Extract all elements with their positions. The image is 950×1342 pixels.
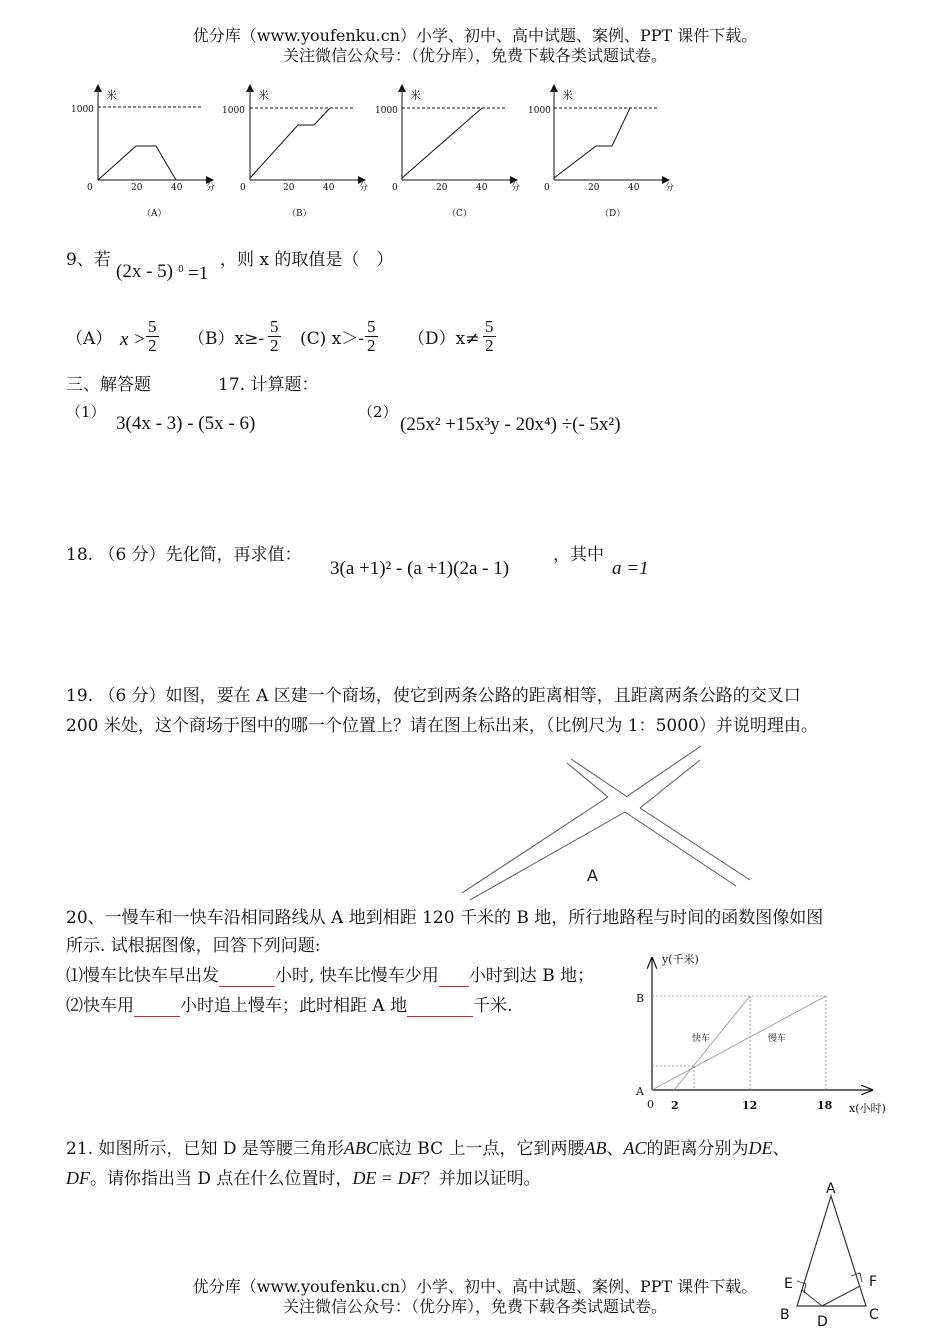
q18-prefix: 18. （6 分）先化简，再求值： bbox=[66, 545, 302, 565]
q9-expr: (2x - 5) bbox=[116, 261, 173, 282]
header-line-1: 优分库（www.youfenku.cn）小学、初中、高中试题、案例、PPT 课件下载。 bbox=[192, 26, 758, 45]
graph-b-tick-0: 0 bbox=[240, 183, 246, 193]
graph-c-tick-20: 20 bbox=[436, 183, 448, 193]
graph-d-y-unit: 米 bbox=[562, 89, 573, 102]
q8-graphs bbox=[0, 0, 950, 230]
q20-distance-time-graph bbox=[630, 945, 890, 1115]
q21-df: DF bbox=[66, 1168, 90, 1188]
q20-part2-a: ⑵快车用 bbox=[66, 996, 134, 1016]
graph-d-tick-20: 20 bbox=[588, 183, 600, 193]
q19-line-1: 19. （6 分）如图，要在 A 区建一个商场，使它到两条公路的距离相等，且距离两条公路的交叉口 bbox=[66, 686, 801, 706]
q20-part-2 bbox=[66, 996, 513, 1017]
q21-line2-a: 。请你指出当 D 点在什么位置时， bbox=[90, 1169, 353, 1189]
q17-part2-expr: (25x² +15x³y - 20x⁴) ÷(- 5x²) bbox=[400, 414, 621, 435]
graph-a-tick-40: 40 bbox=[171, 183, 183, 193]
q20-x-tick-0: 0 bbox=[647, 1098, 654, 1111]
q20-part2-b: 小时追上慢车；此时相距 A 地 bbox=[180, 996, 408, 1016]
graph-c-tick-0: 0 bbox=[392, 183, 398, 193]
graph-d-y-mark: 1000 bbox=[528, 106, 551, 116]
q18-mid: ，其中 bbox=[553, 545, 604, 565]
q20-blank-2[interactable] bbox=[439, 966, 469, 987]
q20-blank-1[interactable] bbox=[219, 966, 275, 987]
q21-label-e: E bbox=[784, 1276, 793, 1292]
q21-line2-b: ？并加以证明。 bbox=[421, 1169, 541, 1189]
q9-option-b-label: （B）x≥- bbox=[188, 329, 265, 349]
q20-x-tick-12: 12 bbox=[742, 1099, 758, 1112]
q20-part1-a: ⑴慢车比快车早出发 bbox=[66, 966, 219, 986]
graph-a-label: （A） bbox=[142, 209, 167, 219]
q21-line1-b: 底边 BC 上一点，它到两腰 bbox=[377, 1139, 585, 1159]
q20-line-1: 20、一慢车和一快车沿相同路线从 A 地到相距 120 千米的 B 地，所行地路程与时间的函数图像如图 bbox=[66, 908, 824, 928]
q21-side-ac: AC bbox=[623, 1138, 647, 1158]
section-3-title: 三、解答题 bbox=[66, 375, 151, 395]
q20-slow-car-label: 慢车 bbox=[768, 1034, 787, 1044]
q9-option-d-frac: $\frac{5}{2}$ bbox=[485, 317, 494, 355]
q20-part2-c: 千米. bbox=[473, 996, 513, 1016]
q20-y-tick-a: A bbox=[636, 1085, 644, 1098]
q9-option-c-label: (C) x＞- bbox=[300, 329, 365, 349]
graph-b-tick-40: 40 bbox=[323, 183, 335, 193]
graph-b-label: （B） bbox=[287, 209, 312, 219]
q20-blank-3[interactable] bbox=[134, 996, 180, 1017]
q20-fast-car-label: 快车 bbox=[692, 1034, 711, 1044]
graph-d-tick-40: 40 bbox=[628, 183, 640, 193]
q18-expr: 3(a +1)² - (a +1)(2a - 1) bbox=[330, 558, 510, 579]
footer-line-2: 关注微信公众号：（优分库），免费下载各类试题试卷。 bbox=[282, 1297, 667, 1316]
q20-part1-b: 小时, 快车比慢车少用 bbox=[275, 966, 439, 986]
graph-c-y-mark: 1000 bbox=[375, 106, 398, 116]
q21-label-b: B bbox=[780, 1307, 790, 1323]
q20-line-2: 所示. 试根据图像，回答下列问题: bbox=[66, 936, 321, 956]
q21-line1-a: 21. 如图所示，已知 D 是等腰三角形 bbox=[66, 1139, 344, 1159]
q21-de: DE bbox=[748, 1138, 773, 1158]
graph-c-label: （C） bbox=[447, 209, 472, 219]
q20-part1-c: 小时到达 B 地； bbox=[468, 966, 595, 986]
q21-line-1 bbox=[66, 1138, 790, 1159]
graph-c-x-unit: 分 bbox=[511, 183, 521, 193]
q9-exponent: 0 bbox=[178, 265, 184, 275]
q21-line1-c: 的距离分别为 bbox=[646, 1139, 749, 1159]
q9-option-a-label: （A） bbox=[66, 329, 113, 349]
graph-b-x-unit: 分 bbox=[359, 183, 369, 193]
q20-part-1 bbox=[66, 966, 594, 987]
graph-d-x-unit: 分 bbox=[665, 183, 675, 193]
q17-part1-expr: 3(4x - 3) - (5x - 6) bbox=[116, 413, 256, 434]
q20-x-tick-2: 2 bbox=[671, 1099, 679, 1112]
q17-part2-label: （2） bbox=[358, 403, 398, 421]
q9-option-a-frac: $\frac{5}{2}$ bbox=[148, 317, 157, 355]
graph-b-tick-20: 20 bbox=[283, 183, 295, 193]
graph-c-tick-40: 40 bbox=[476, 183, 488, 193]
q20-x-axis-label: x(小时) bbox=[849, 1102, 886, 1115]
graph-a-y-mark: 1000 bbox=[71, 105, 94, 115]
q21-side-ab: AB bbox=[584, 1138, 607, 1158]
q21-line-2 bbox=[66, 1168, 541, 1189]
q19-line-2: 200 米处，这个商场于图中的哪一个位置上？请在图上标出来，（比例尺为 1：5000）并说明理由。 bbox=[66, 716, 818, 736]
q9-option-d-label: （D）x≠ bbox=[408, 329, 480, 349]
graph-b-y-unit: 米 bbox=[258, 89, 269, 102]
graph-c-y-unit: 米 bbox=[410, 89, 421, 102]
q21-label-a: A bbox=[826, 1181, 836, 1197]
graph-b-y-mark: 1000 bbox=[222, 106, 245, 116]
q9-eq: =1 bbox=[188, 263, 209, 284]
q20-blank-4[interactable] bbox=[407, 996, 473, 1017]
q9-prefix: 9、若 bbox=[66, 250, 111, 270]
q21-equation: DE = DF bbox=[352, 1168, 422, 1188]
q17-part1-label: （1） bbox=[66, 403, 106, 421]
q21-line1-d: 、 bbox=[772, 1139, 790, 1159]
q9-option-a-expr: x > bbox=[120, 329, 147, 350]
graph-a-tick-20: 20 bbox=[131, 183, 143, 193]
q21-label-f: F bbox=[869, 1274, 878, 1290]
q20-x-tick-18: 18 bbox=[817, 1099, 833, 1112]
q21-label-c: C bbox=[869, 1307, 879, 1323]
graph-a-x-unit: 分 bbox=[206, 183, 216, 193]
graph-a-tick-0: 0 bbox=[87, 183, 93, 193]
q19-area-label: A bbox=[587, 866, 598, 885]
q18-condition: a =1 bbox=[612, 558, 649, 579]
q17-title: 17. 计算题： bbox=[218, 375, 319, 395]
q9-option-b-frac: $\frac{5}{2}$ bbox=[270, 317, 279, 355]
q9-option-c-frac: $\frac{5}{2}$ bbox=[367, 317, 376, 355]
graph-a-y-unit: 米 bbox=[106, 89, 117, 102]
q21-sep: 、 bbox=[606, 1139, 624, 1159]
graph-d-label: （D） bbox=[600, 209, 626, 219]
q21-triangle-abc: ABC bbox=[343, 1138, 378, 1158]
q19-road-crossing-figure bbox=[460, 750, 760, 900]
graph-d-tick-0: 0 bbox=[544, 183, 550, 193]
footer-line-1: 优分库（www.youfenku.cn）小学、初中、高中试题、案例、PPT 课件下载。 bbox=[192, 1277, 758, 1296]
q21-label-d: D bbox=[817, 1314, 828, 1330]
q20-y-tick-b: B bbox=[636, 992, 645, 1005]
q9-suffix: ，则 x 的取值是（ ） bbox=[220, 250, 394, 270]
q20-y-axis-label: y(千米) bbox=[662, 953, 699, 966]
header-line-2: 关注微信公众号：（优分库），免费下载各类试题试卷。 bbox=[282, 46, 667, 65]
